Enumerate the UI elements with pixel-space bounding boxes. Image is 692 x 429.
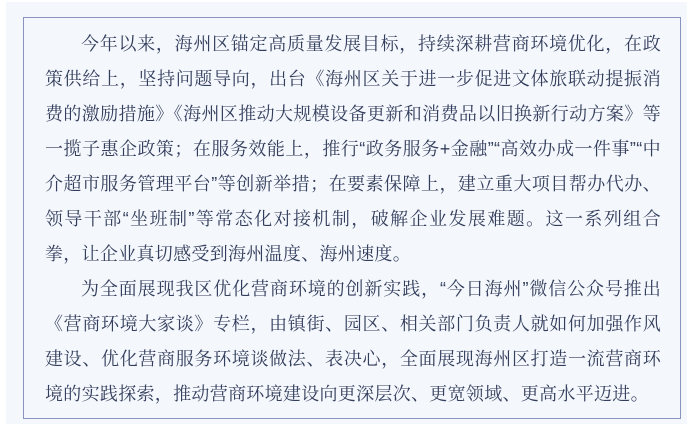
bordered-text-box	[23, 17, 681, 419]
article-paragraph-1: 今年以来，海州区锚定高质量发展目标，持续深耕营商环境优化，在政策供给上，坚持问题导向，出台《海州区关于进一步促进文体旅联动提振消费的激励措施》《海州区推动大规模设备更新和消费品以旧换新行动方案》等一揽子惠企政策；在服务效能上，推行“政务服务+金融”“高效办成一件事”“中介超市服务管理平台”等创新举措；在要素保障上，建立重大项目帮办代办、领导干部“坐班制”等常态化对接机制，破解企业发展难题。这一系列组合拳，让企业真切感受到海州温度、海州速度。	[45, 34, 661, 264]
article-panel	[6, 2, 687, 424]
article-paragraph-2: 为全面展现我区优化营商环境的创新实践，“今日海州”微信公众号推出《营商环境大家谈》专栏，由镇街、园区、相关部门负责人就如何加强作风建设、优化营商服务环境谈做法、表决心，全面展现海州区打造一流营商环境的实践探索，推动营商环境建设向更深层次、更宽领域、更高水平迈进。	[45, 279, 661, 404]
